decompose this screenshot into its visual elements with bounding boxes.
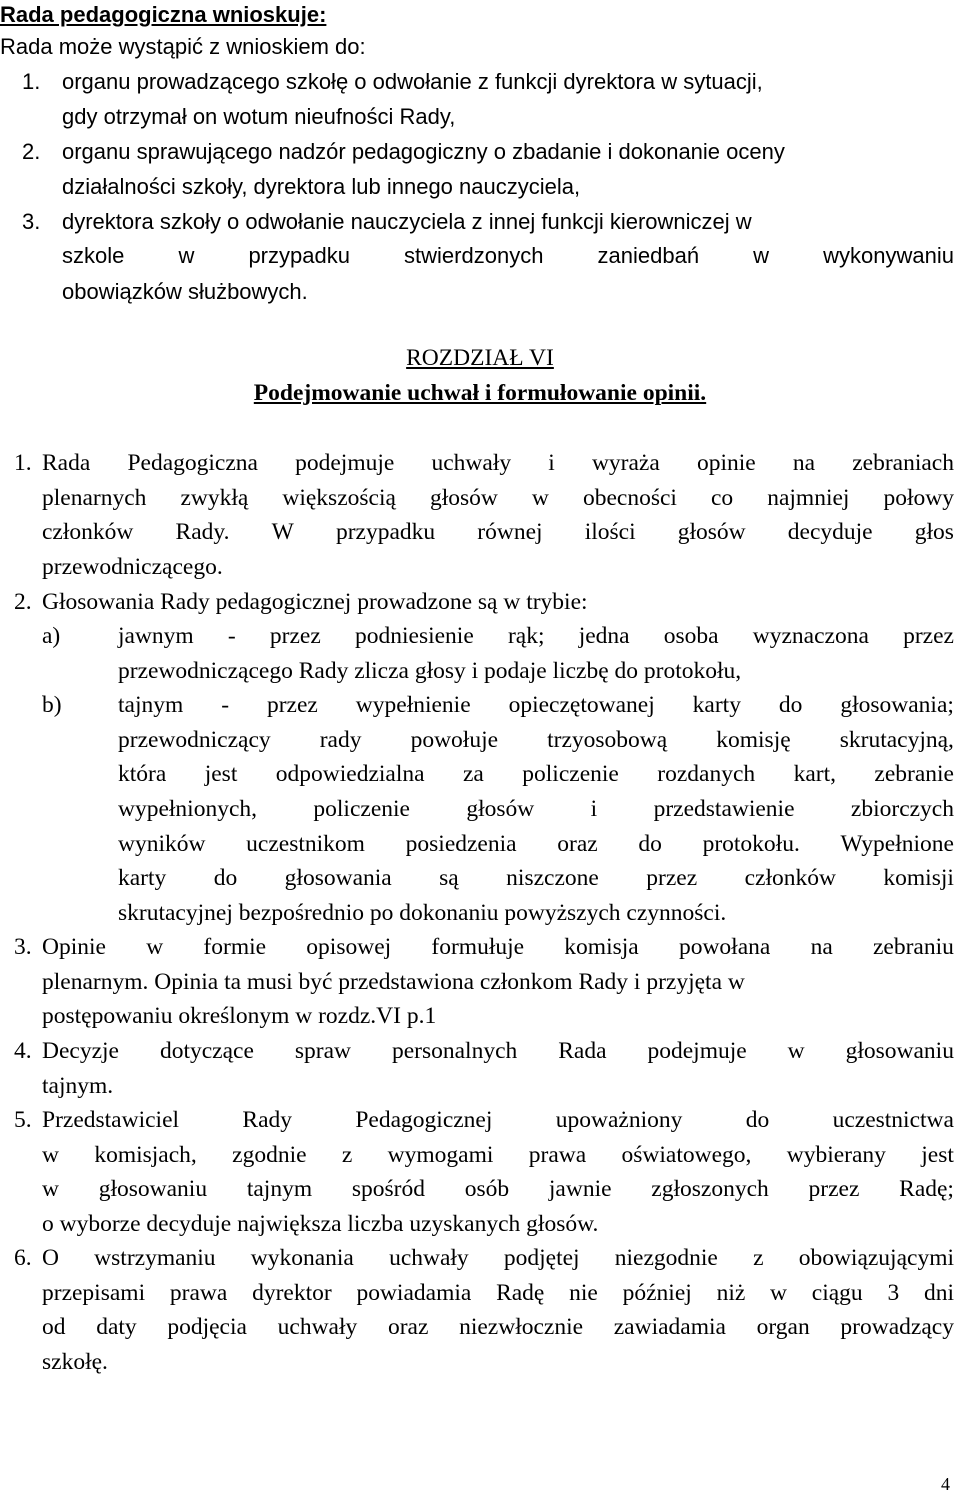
intro-item-line-justified: szkole w przypadku stwierdzonych zaniedbań w wykonywaniu bbox=[62, 243, 954, 268]
item-line-justified: plenarnych zwykłą większością głosów w obecności co najmniej połowy bbox=[42, 485, 954, 511]
item-line-justified: Rada Pedagogiczna podejmuje uchwały i wyraża opinie na zebraniach bbox=[42, 450, 954, 476]
item-number: 5. bbox=[14, 1107, 32, 1133]
page-number: 4 bbox=[941, 1474, 950, 1494]
subitem-line-justified: jawnym - przez podniesienie rąk; jedna osoba wyznaczona przez bbox=[118, 623, 954, 649]
item-line: postępowaniu określonym w rozdz.VI p.1 bbox=[42, 1003, 437, 1029]
section-subtitle: Rada może wystąpić z wnioskiem do: bbox=[0, 34, 366, 59]
intro-item-number: 3. bbox=[22, 209, 41, 234]
item-line: szkołę. bbox=[42, 1349, 108, 1375]
subitem-line-justified: wypełnionych, policzenie głosów i przedstawienie zbiorczych bbox=[118, 796, 954, 822]
item-line-justified: Opinie w formie opisowej formułuje komisja powołana na zebraniu bbox=[42, 934, 954, 960]
item-line-justified: Przedstawiciel Rady Pedagogicznej upoważniony do uczestnictwa bbox=[42, 1107, 954, 1133]
intro-item-line: działalności szkoły, dyrektora lub innego nauczyciela, bbox=[62, 174, 581, 199]
item-number: 2. bbox=[14, 589, 32, 615]
item-line-justified: w komisjach, zgodnie z wymogami prawa oświatowego, wybierany jest bbox=[42, 1142, 954, 1168]
item-line-justified: przepisami prawa dyrektor powiadamia Radę nie później niż w ciągu 3 dni bbox=[42, 1280, 954, 1306]
intro-item-line: organu prowadzącego szkołę o odwołanie z funkcji dyrektora w sytuacji, bbox=[62, 69, 763, 94]
item-line: tajnym. bbox=[42, 1073, 114, 1099]
item-line: o wyborze decyduje największa liczba uzyskanych głosów. bbox=[42, 1211, 599, 1237]
section-heading: Rada pedagogiczna wnioskuje: bbox=[0, 2, 327, 27]
intro-item-line: gdy otrzymał on wotum nieufności Rady, bbox=[62, 104, 456, 129]
item-line-justified: w głosowaniu tajnym spośród osób jawnie zgłoszonych przez Radę; bbox=[42, 1176, 954, 1202]
intro-item-line: organu sprawującego nadzór pedagogiczny o zbadanie i dokonanie oceny bbox=[62, 139, 785, 164]
intro-item-number: 2. bbox=[22, 139, 41, 164]
item-line: plenarnym. Opinia ta musi być przedstawiona członkom Rady i przyjęta w bbox=[42, 969, 745, 995]
item-number: 6. bbox=[14, 1245, 32, 1271]
intro-item-number: 1. bbox=[22, 69, 41, 94]
item-line-justified: członków Rady. W przypadku równej ilości głosów decyduje głos bbox=[42, 519, 954, 545]
subitem-line: skrutacyjnej bezpośrednio po dokonaniu powyższych czynności. bbox=[118, 900, 727, 926]
chapter-title: Podejmowanie uchwał i formułowanie opinii. bbox=[253, 380, 707, 406]
subitem-label: b) bbox=[42, 692, 62, 718]
item-line: Głosowania Rady pedagogicznej prowadzone są w trybie: bbox=[42, 589, 588, 615]
subitem-line-justified: tajnym - przez wypełnienie opieczętowanej karty do głosowania; bbox=[118, 692, 954, 718]
subitem-line: przewodniczącego Rady zlicza głosy i podaje liczbę do protokołu, bbox=[118, 658, 742, 684]
subitem-line-justified: przewodniczący rady powołuje trzyosobową komisję skrutacyjną, bbox=[118, 727, 954, 753]
item-line-justified: O wstrzymaniu wykonania uchwały podjętej niezgodnie z obowiązującymi bbox=[42, 1245, 954, 1271]
item-line-justified: od daty podjęcia uchwały oraz niezwłocznie zawiadamia organ prowadzący bbox=[42, 1314, 954, 1340]
intro-item-line: obowiązków służbowych. bbox=[62, 279, 308, 304]
item-number: 3. bbox=[14, 934, 32, 960]
subitem-line-justified: która jest odpowiedzialna za policzenie rozdanych kart, zebranie bbox=[118, 761, 954, 787]
subitem-line-justified: karty do głosowania są niszczone przez członków komisji bbox=[118, 865, 954, 891]
item-number: 1. bbox=[14, 450, 32, 476]
intro-item-line: dyrektora szkoły o odwołanie nauczyciela z innej funkcji kierowniczej w bbox=[62, 209, 752, 234]
subitem-line-justified: wyników uczestnikom posiedzenia oraz do protokołu. Wypełnione bbox=[118, 831, 954, 857]
item-number: 4. bbox=[14, 1038, 32, 1064]
item-line-justified: Decyzje dotyczące spraw personalnych Rada podejmuje w głosowaniu bbox=[42, 1038, 954, 1064]
chapter-number: ROZDZIAŁ VI bbox=[406, 345, 554, 371]
subitem-label: a) bbox=[42, 623, 61, 649]
item-line: przewodniczącego. bbox=[42, 554, 223, 580]
